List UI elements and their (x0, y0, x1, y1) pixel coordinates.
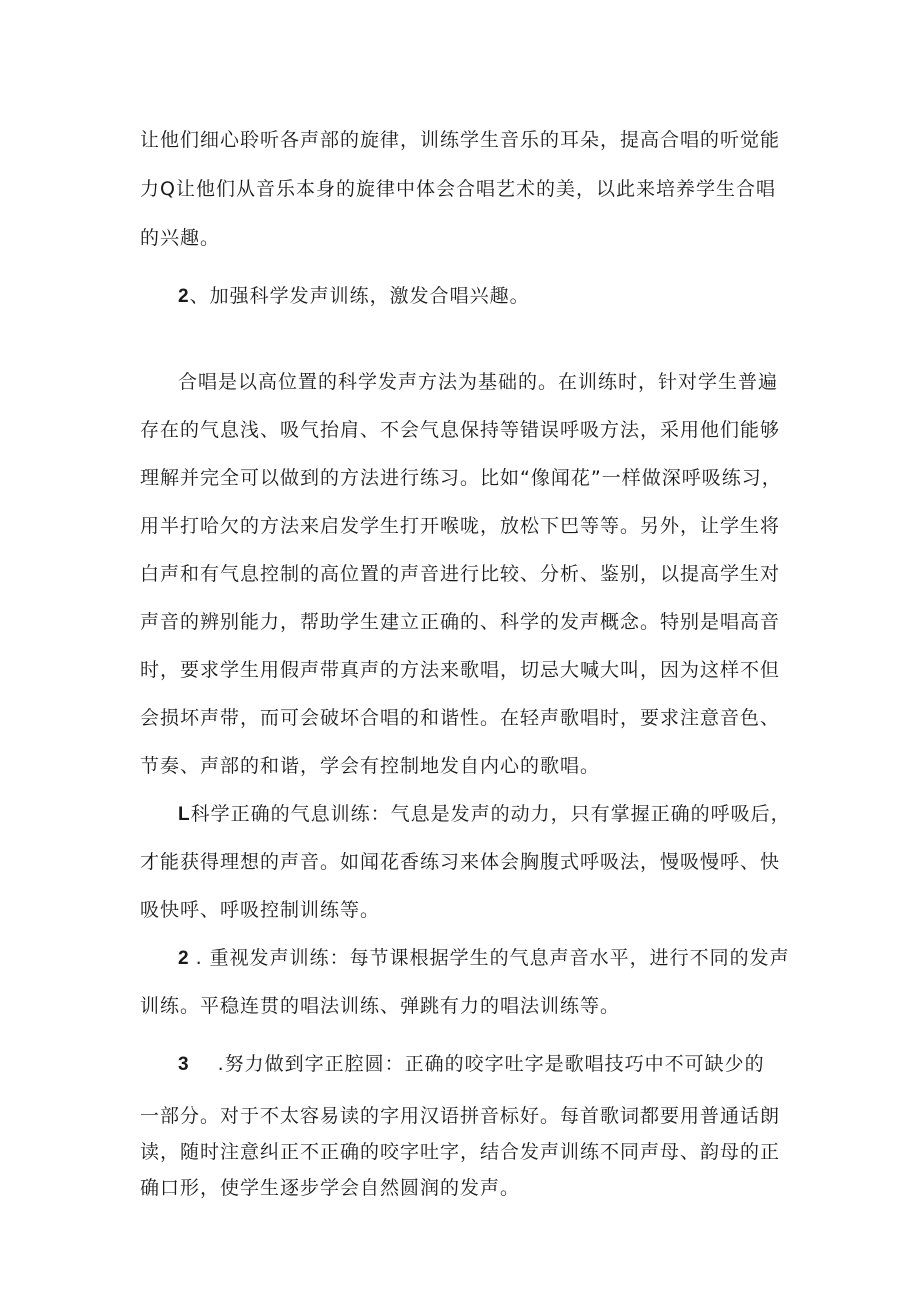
text-line: 理解并完全可以做到的方法进行练习。比如“像闻花”一样做深呼吸练习， (140, 467, 782, 489)
text-line: 用半打哈欠的方法来启发学生打开喉咙，放松下巴等等。另外，让学生将 (140, 515, 781, 537)
text-line: 时，要求学生用假声带真声的方法来歌唱，切忌大喊大叫，因为这样不但 (140, 659, 781, 681)
text-line: 会损坏声带，而可会破坏合唱的和谐性。在轻声歌唱时，要求注意音色、 (140, 707, 781, 729)
text-line: 存在的气息浅、吸气抬肩、不会气息保持等错误呼吸方法，采用他们能够 (140, 419, 781, 441)
text-line: 让他们细心聆听各声部的旋律，训练学生音乐的耳朵，提高合唱的听觉能 (140, 129, 781, 151)
text-line: 合唱是以高位置的科学发声方法为基础的。在训练时，针对学生普遍 (178, 371, 779, 393)
item-number: 2 (178, 948, 190, 969)
item-text: .努力做到字正腔圆：正确的咬字吐字是歌唱技巧中不可缺少的 (217, 1053, 765, 1075)
text-line: 一部分。对于不太容易读的字用汉语拼音标好。每首歌词都要用普通话朗 (140, 1105, 781, 1127)
text-line (178, 802, 791, 827)
text-line: 白声和有气息控制的高位置的声音进行比较、分析、鉴别，以提高学生对 (140, 563, 781, 585)
item-number: L (178, 804, 191, 825)
section-heading (178, 284, 530, 309)
text-line (178, 946, 790, 971)
item-text: 科学正确的气息训练：气息是发声的动力，只有掌握正确的呼吸后， (190, 803, 791, 825)
text-line: 训练。平稳连贯的唱法训练、弹跳有力的唱法训练等。 (140, 995, 621, 1017)
text-line: 确口形，使学生逐步学会自然圆润的发声。 (140, 1177, 521, 1199)
text-line: 力Q让他们从音乐本身的旋律中体会合唱艺术的美，以此来培养学生合唱 (140, 178, 776, 200)
item-text: . 重视发声训练：每节课根据学生的气息声音水平，进行不同的发声 (195, 947, 790, 969)
text-line: 读，随时注意纠正不正确的咬字吐字，结合发声训练不同声母、韵母的正 (140, 1141, 781, 1163)
heading-number: 2 (178, 286, 190, 307)
text-line: 的兴趣。 (140, 227, 221, 249)
text-line: 吸快呼、呼吸控制训练等。 (140, 899, 381, 921)
text-line (178, 1052, 765, 1077)
text-line: 才能获得理想的声音。如闻花香练习来体会胸腹式呼吸法，慢吸慢呼、快 (140, 851, 781, 873)
heading-text: 、加强科学发声训练，激发合唱兴趣。 (189, 285, 530, 307)
item-number: 3 (178, 1054, 190, 1075)
text-line: 节奏、声部的和谐，学会有控制地发自内心的歌唱。 (140, 755, 601, 777)
text-line: 声音的辨别能力，帮助学生建立正确的、科学的发声概念。特别是唱高音 (140, 611, 781, 633)
